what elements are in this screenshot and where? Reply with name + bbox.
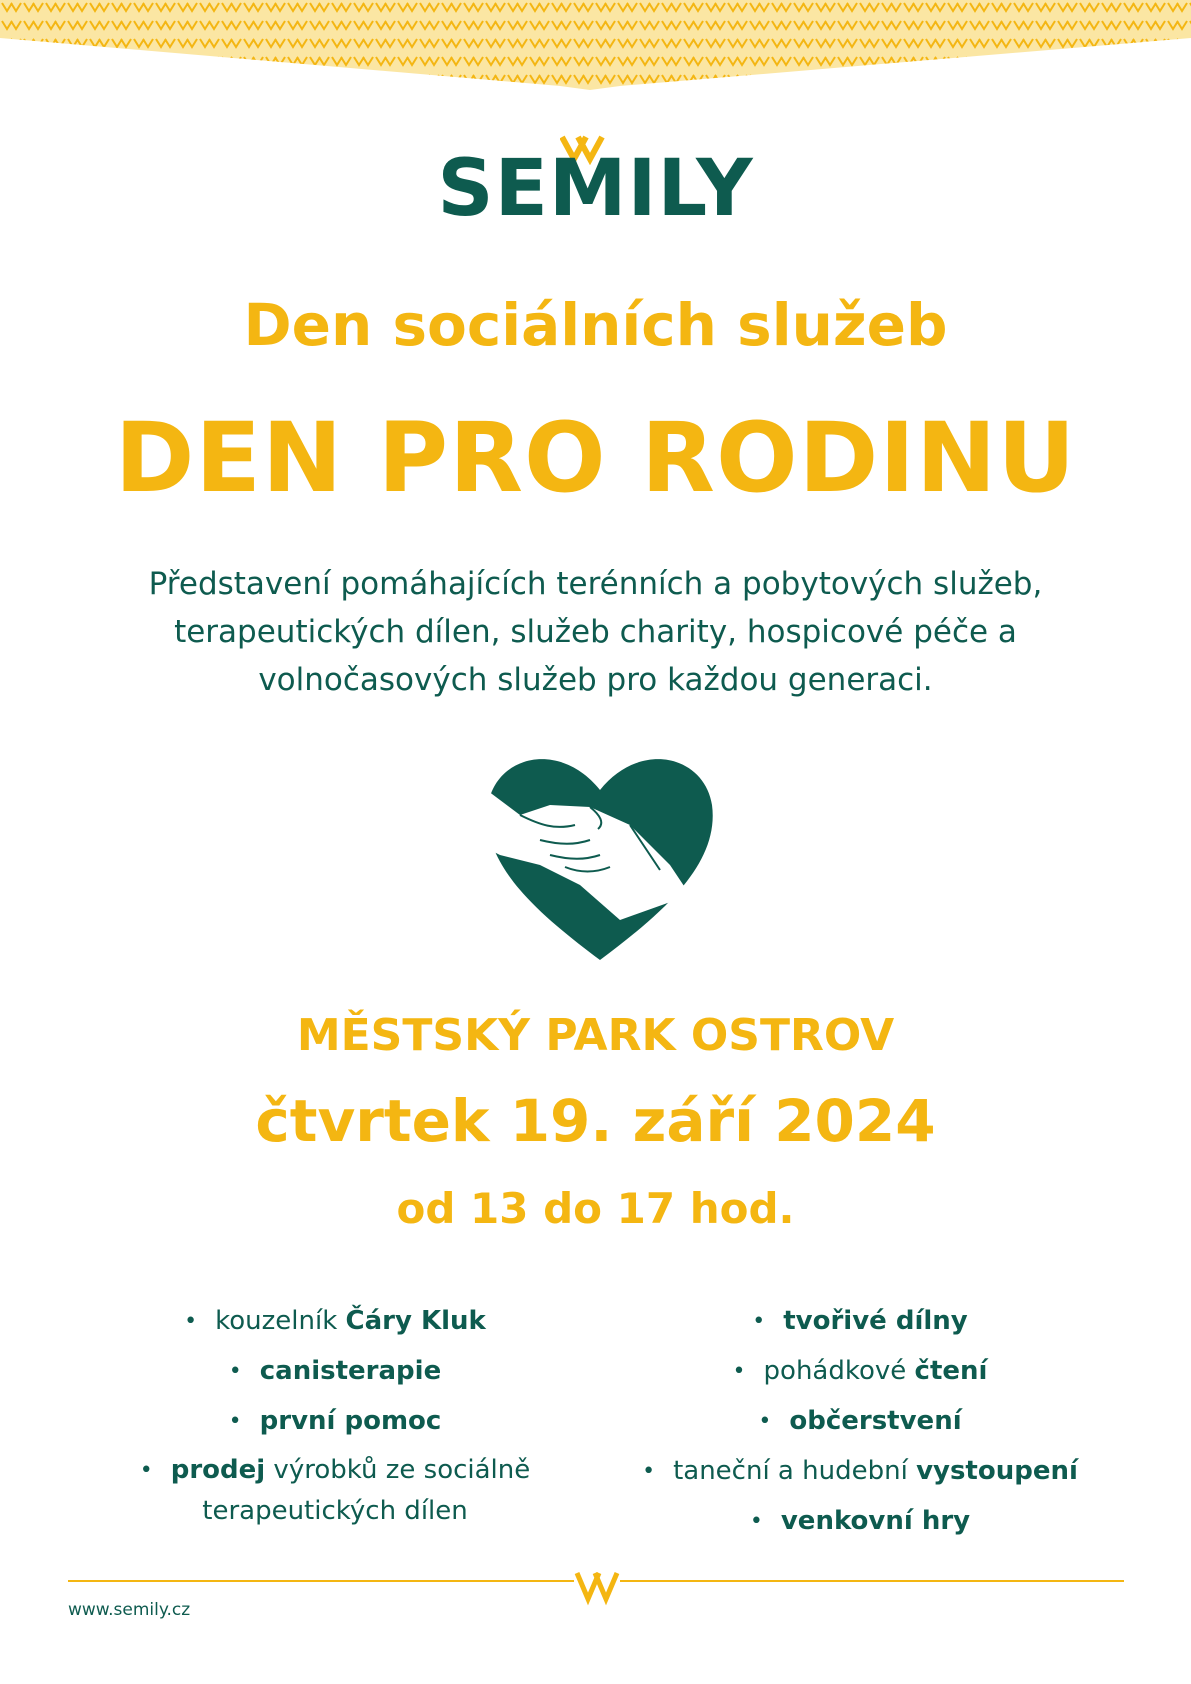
bullet-icon: • xyxy=(228,1358,242,1384)
page-title: DEN PRO RODINU xyxy=(114,402,1077,514)
website-link[interactable]: www.semily.cz xyxy=(68,1600,191,1620)
bullet-icon: • xyxy=(228,1408,242,1434)
bullet-icon: • xyxy=(642,1458,656,1484)
list-item: • kouzelník Čáry Kluk xyxy=(95,1300,575,1350)
list-item: • první pomoc xyxy=(95,1400,575,1450)
bullet-icon: • xyxy=(139,1457,153,1483)
bullet-icon: • xyxy=(749,1508,763,1534)
bullet-icon: • xyxy=(732,1358,746,1384)
footer-chevron-icon xyxy=(574,1567,620,1607)
event-description: Představení pomáhajících terénních a pobytových služeb, terapeutických dílen, služeb charity, hospicové péče a volnočasových služeb pro každou generaci. xyxy=(148,566,1043,698)
event-date: čtvrtek 19. září 2024 xyxy=(255,1087,936,1155)
decorative-pattern-band xyxy=(0,0,1191,92)
list-item: • prodej výrobků ze sociálně terapeutických dílen xyxy=(95,1450,575,1531)
event-location: MĚSTSKÝ PARK OSTROV xyxy=(296,1010,895,1061)
heart-handshake-icon xyxy=(480,745,720,965)
bullet-icon: • xyxy=(758,1408,772,1434)
semily-logo: SEMILY xyxy=(437,144,754,234)
list-item: • tvořivé dílny xyxy=(615,1300,1105,1350)
bullet-icon: • xyxy=(752,1308,766,1334)
program-list-right xyxy=(615,1300,1105,1550)
list-item: • taneční a hudební vystoupení xyxy=(615,1450,1105,1500)
subtitle: Den sociálních služeb xyxy=(243,291,948,359)
list-item: • canisterapie xyxy=(95,1350,575,1400)
list-item: • venkovní hry xyxy=(615,1500,1105,1550)
event-hours: od 13 do 17 hod. xyxy=(396,1184,795,1233)
list-item: • občerstvení xyxy=(615,1400,1105,1450)
bullet-icon: • xyxy=(184,1308,198,1334)
list-item: • pohádkové čtení xyxy=(615,1350,1105,1400)
program-list-left xyxy=(95,1300,575,1531)
